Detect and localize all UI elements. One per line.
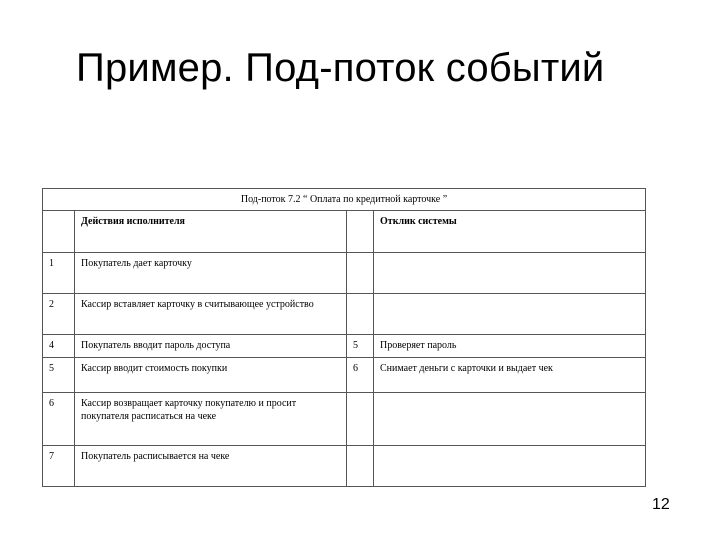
step-number: 5 <box>43 358 75 393</box>
page-number: 12 <box>652 496 670 513</box>
actor-action: Кассир вставляет карточку в считывающее устройство <box>75 294 347 335</box>
system-step-number: 5 <box>347 335 374 358</box>
table-caption: Под-поток 7.2 “ Оплата по кредитной карточке ” <box>43 189 646 211</box>
system-response <box>374 253 646 294</box>
actor-action: Кассир вводит стоимость покупки <box>75 358 347 393</box>
system-response <box>374 294 646 335</box>
header-system-response: Отклик системы <box>374 211 646 253</box>
system-response: Проверяет пароль <box>374 335 646 358</box>
system-step-number: 6 <box>347 358 374 393</box>
system-step-number <box>347 393 374 446</box>
system-step-number <box>347 446 374 487</box>
table-caption-row <box>43 189 646 211</box>
step-number: 4 <box>43 335 75 358</box>
step-number: 6 <box>43 393 75 446</box>
system-response <box>374 393 646 446</box>
system-response <box>374 446 646 487</box>
table-row <box>43 335 646 358</box>
table-row <box>43 253 646 294</box>
table-row <box>43 393 646 446</box>
table-row <box>43 294 646 335</box>
actor-action: Покупатель расписывается на чеке <box>75 446 347 487</box>
actor-action: Покупатель вводит пароль доступа <box>75 335 347 358</box>
system-response: Снимает деньги с карточки и выдает чек <box>374 358 646 393</box>
table-row <box>43 446 646 487</box>
header-system-number <box>347 211 374 253</box>
step-number: 1 <box>43 253 75 294</box>
actor-action: Покупатель дает карточку <box>75 253 347 294</box>
step-number: 7 <box>43 446 75 487</box>
system-step-number <box>347 253 374 294</box>
slide-title: Пример. Под-поток событий <box>76 46 605 90</box>
header-actor-actions: Действия исполнителя <box>75 211 347 253</box>
system-step-number <box>347 294 374 335</box>
table-row <box>43 358 646 393</box>
header-actor-number <box>43 211 75 253</box>
step-number: 2 <box>43 294 75 335</box>
subflow-table <box>42 188 646 487</box>
actor-action: Кассир возвращает карточку покупателю и просит покупателя расписаться на чеке <box>75 393 347 446</box>
table-header-row <box>43 211 646 253</box>
